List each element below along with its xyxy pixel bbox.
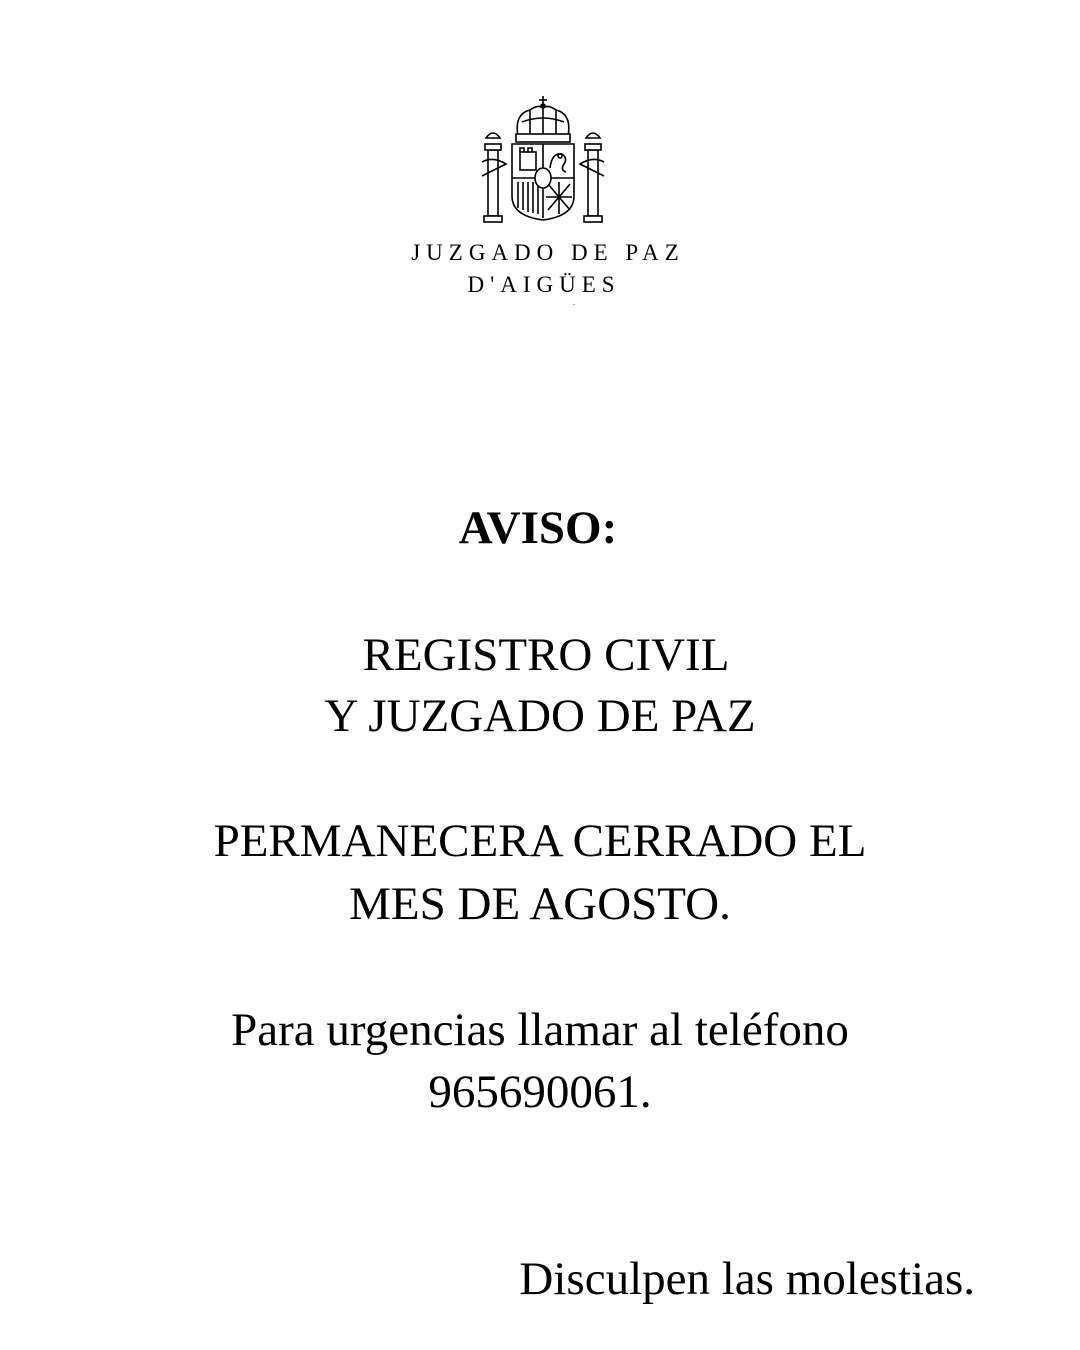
closure-line-2: MES DE AGOSTO.	[349, 878, 731, 930]
urgent-contact-line: Para urgencias llamar al teléfono	[231, 1004, 849, 1056]
court-name: JUZGADO DE PAZ	[411, 240, 685, 265]
notice-title: AVISO:	[458, 502, 618, 554]
phone-number: 965690061.	[428, 1066, 652, 1118]
coat-of-arms-icon	[478, 92, 608, 227]
office-line-1: REGISTRO CIVIL	[362, 629, 730, 681]
office-line-2: Y JUZGADO DE PAZ	[324, 690, 756, 742]
closure-line-1: PERMANECERA CERRADO EL	[213, 815, 867, 867]
court-location: D'AIGÜES	[467, 272, 621, 297]
decorative-mark: ¨	[573, 303, 576, 311]
closing-apology: Disculpen las molestias.	[519, 1253, 975, 1305]
